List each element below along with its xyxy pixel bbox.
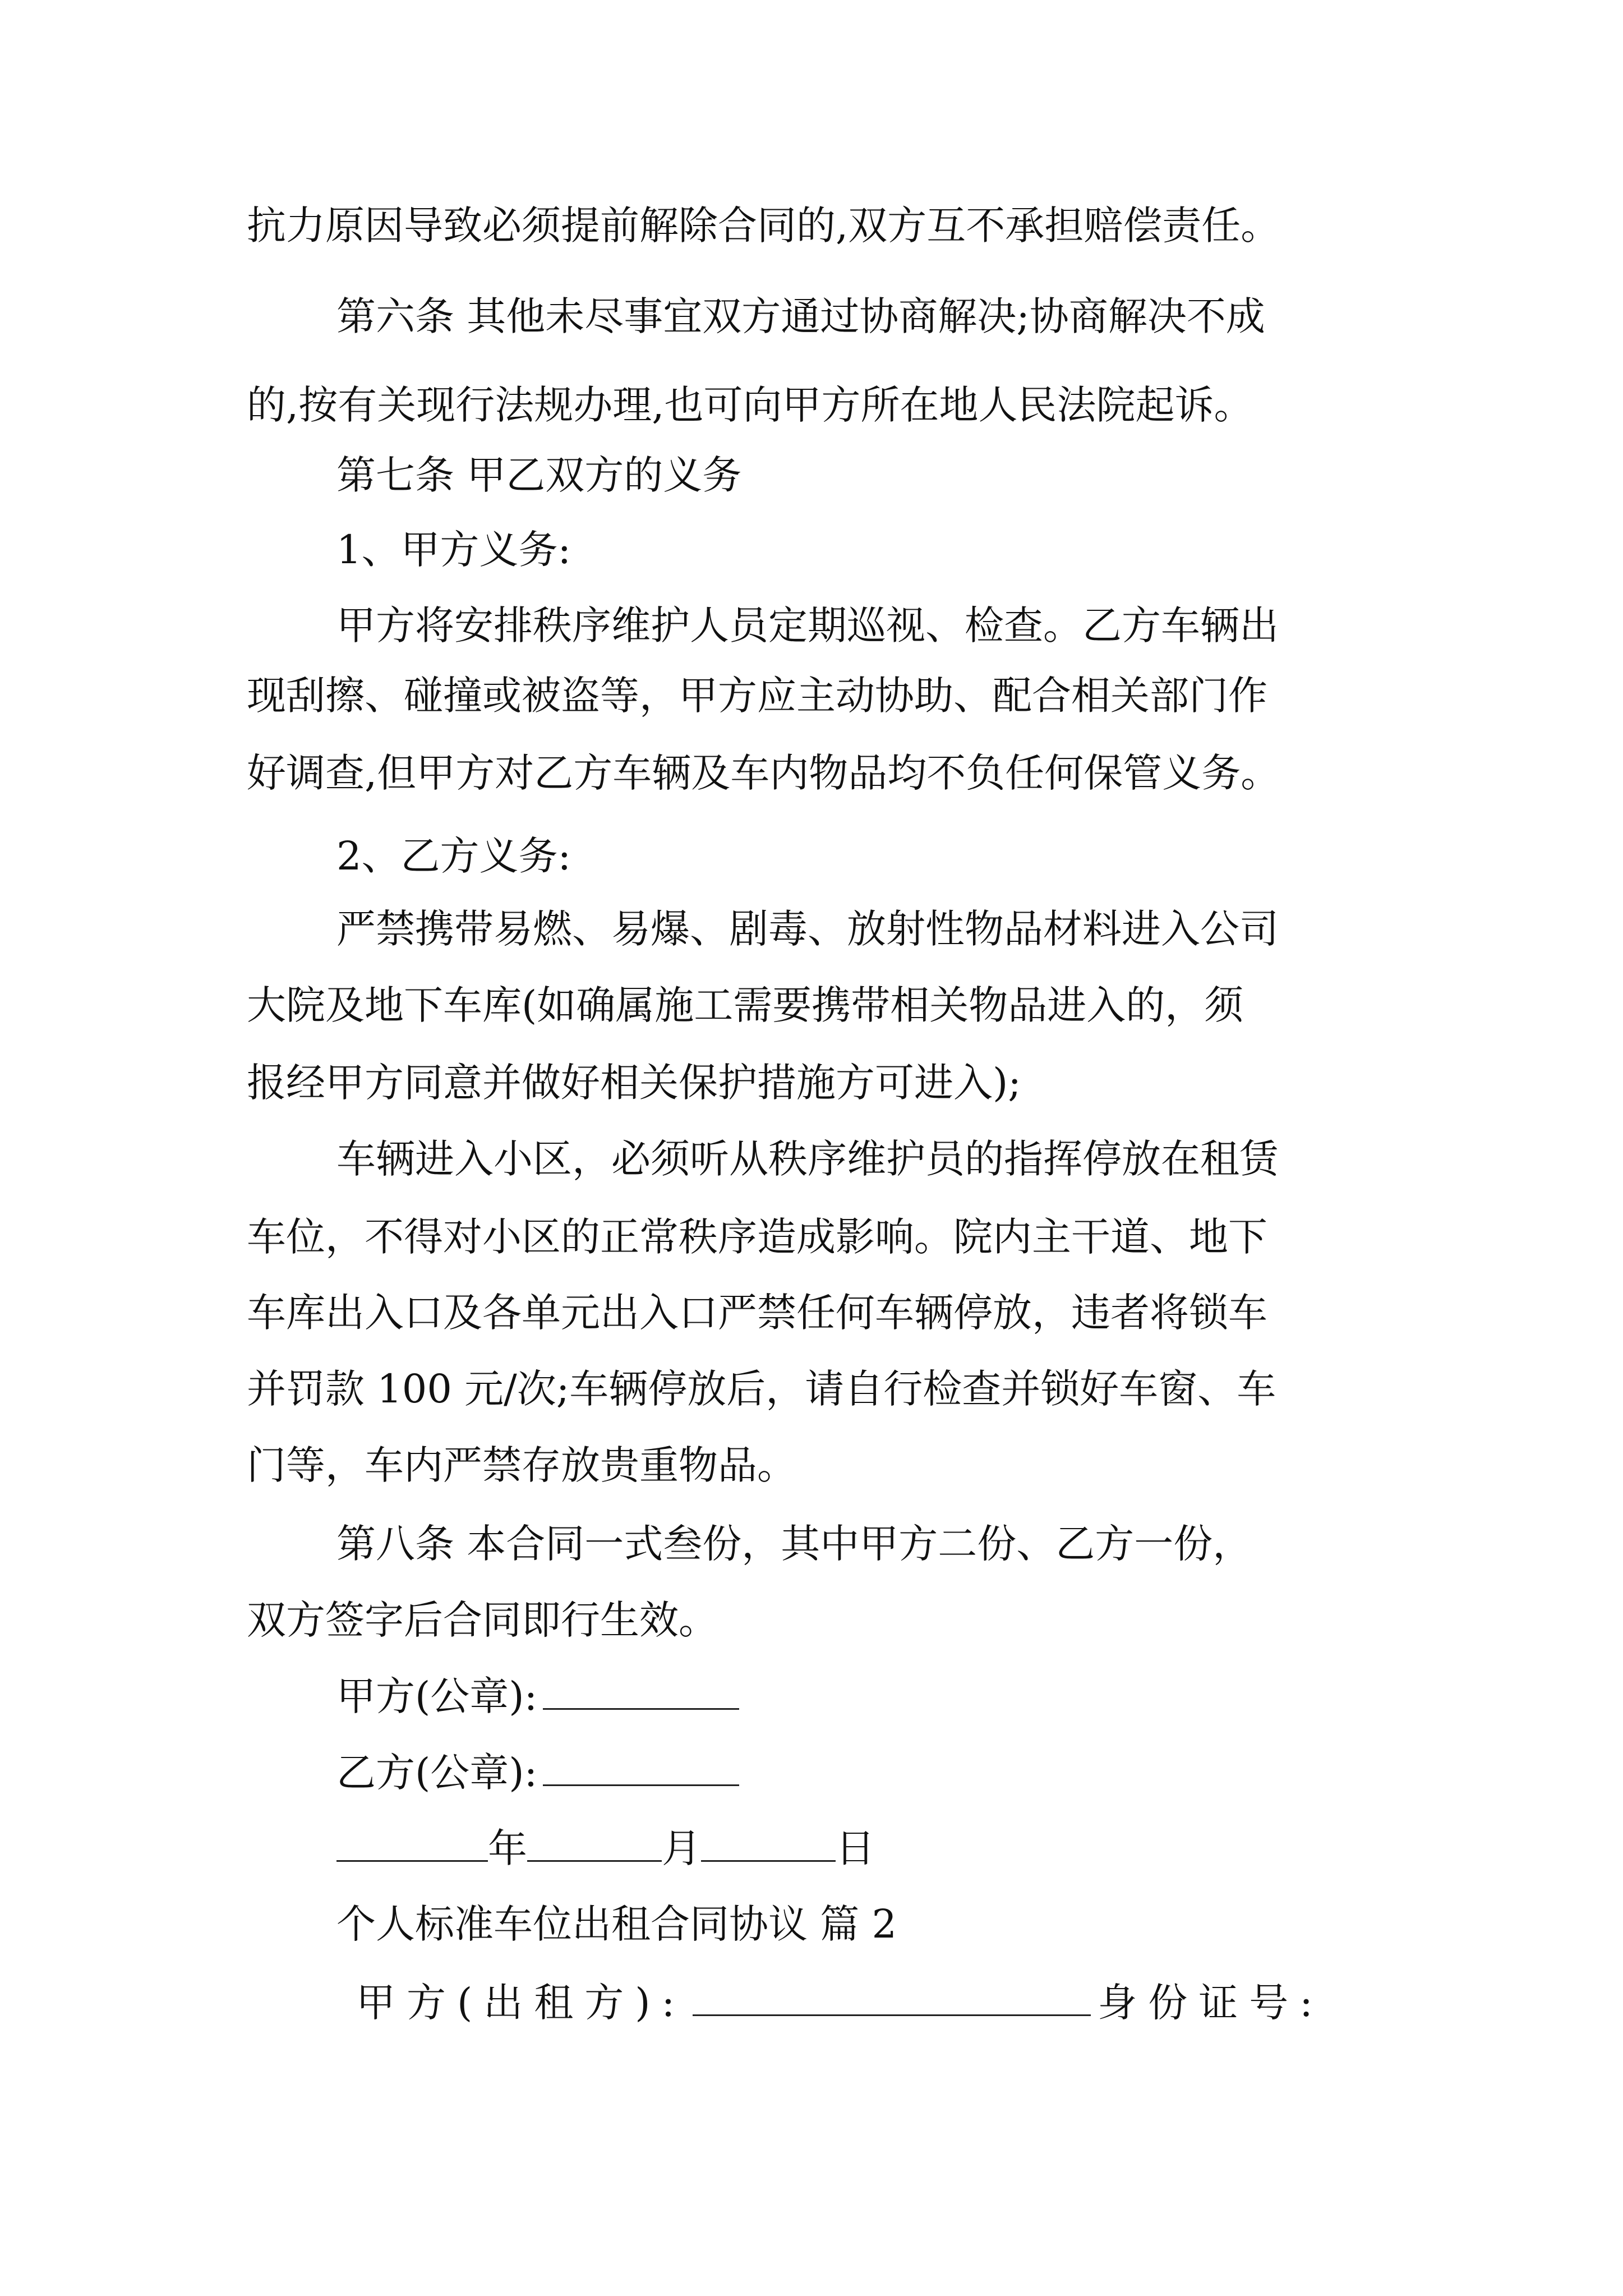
paragraph-line: 的,按有关现行法规办理,也可向甲方所在地人民法院起诉。 bbox=[247, 382, 1253, 428]
day-label: 日 bbox=[836, 1825, 875, 1871]
paragraph-line: 车辆进入小区，必须听从秩序维护员的指挥停放在租赁 bbox=[336, 1136, 1279, 1182]
party-b-duties-heading: 2、乙方义务: bbox=[336, 833, 571, 879]
paragraph-line: 严禁携带易燃、易爆、剧毒、放射性物品材料进入公司 bbox=[336, 906, 1279, 952]
lessor-label: 甲方(出租方): bbox=[356, 1980, 686, 2026]
paragraph-line: 好调查,但甲方对乙方车辆及车内物品均不负任何保管义务。 bbox=[247, 750, 1280, 796]
lessor-line bbox=[356, 1975, 1324, 2031]
party-a-signature-line bbox=[336, 1668, 739, 1724]
paragraph-line: 并罚款 100 元/次;车辆停放后，请自行检查并锁好车窗、车 bbox=[247, 1366, 1276, 1412]
paragraph-line: 车库出入口及各单元出入口严禁任何车辆停放，违者将锁车 bbox=[247, 1290, 1267, 1336]
lessor-name-blank[interactable] bbox=[693, 1980, 1091, 2016]
article-8-line: 第八条 本合同一式叁份，其中甲方二份、乙方一份， bbox=[336, 1521, 1252, 1567]
year-blank[interactable] bbox=[336, 1825, 488, 1862]
day-blank[interactable] bbox=[701, 1825, 836, 1862]
paragraph-line: 双方签字后合同即行生效。 bbox=[247, 1597, 718, 1643]
date-line bbox=[336, 1820, 875, 1876]
party-b-signature-label: 乙方(公章): bbox=[336, 1750, 538, 1796]
paragraph-line: 抗力原因导致必须提前解除合同的,双方互不承担赔偿责任。 bbox=[247, 203, 1280, 249]
month-label: 月 bbox=[662, 1825, 701, 1871]
year-label: 年 bbox=[488, 1825, 527, 1871]
month-blank[interactable] bbox=[527, 1825, 662, 1862]
party-b-signature-blank[interactable] bbox=[543, 1750, 739, 1786]
paragraph-line: 报经甲方同意并做好相关保护措施方可进入); bbox=[247, 1060, 1021, 1106]
party-b-signature-line bbox=[336, 1745, 739, 1801]
paragraph-line: 车位，不得对小区的正常秩序造成影响。院内主干道、地下 bbox=[247, 1214, 1267, 1260]
section-2-title: 个人标准车位出租合同协议 篇 2 bbox=[336, 1901, 897, 1947]
id-number-label: 身份证号: bbox=[1098, 1980, 1324, 2026]
article-6-line: 第六条 其他未尽事宜双方通过协商解决;协商解决不成 bbox=[336, 293, 1265, 339]
paragraph-line: 门等，车内严禁存放贵重物品。 bbox=[247, 1442, 796, 1488]
paragraph-line: 大院及地下车库(如确属施工需要携带相关物品进入的，须 bbox=[247, 982, 1244, 1028]
party-a-signature-blank[interactable] bbox=[543, 1673, 739, 1710]
article-7-heading: 第七条 甲乙双方的义务 bbox=[336, 452, 742, 498]
paragraph-line: 甲方将安排秩序维护人员定期巡视、检查。乙方车辆出 bbox=[336, 602, 1279, 648]
party-a-duties-heading: 1、甲方义务: bbox=[336, 527, 571, 573]
party-a-signature-label: 甲方(公章): bbox=[336, 1673, 538, 1719]
paragraph-line: 现刮擦、碰撞或被盗等，甲方应主动协助、配合相关部门作 bbox=[247, 673, 1267, 719]
